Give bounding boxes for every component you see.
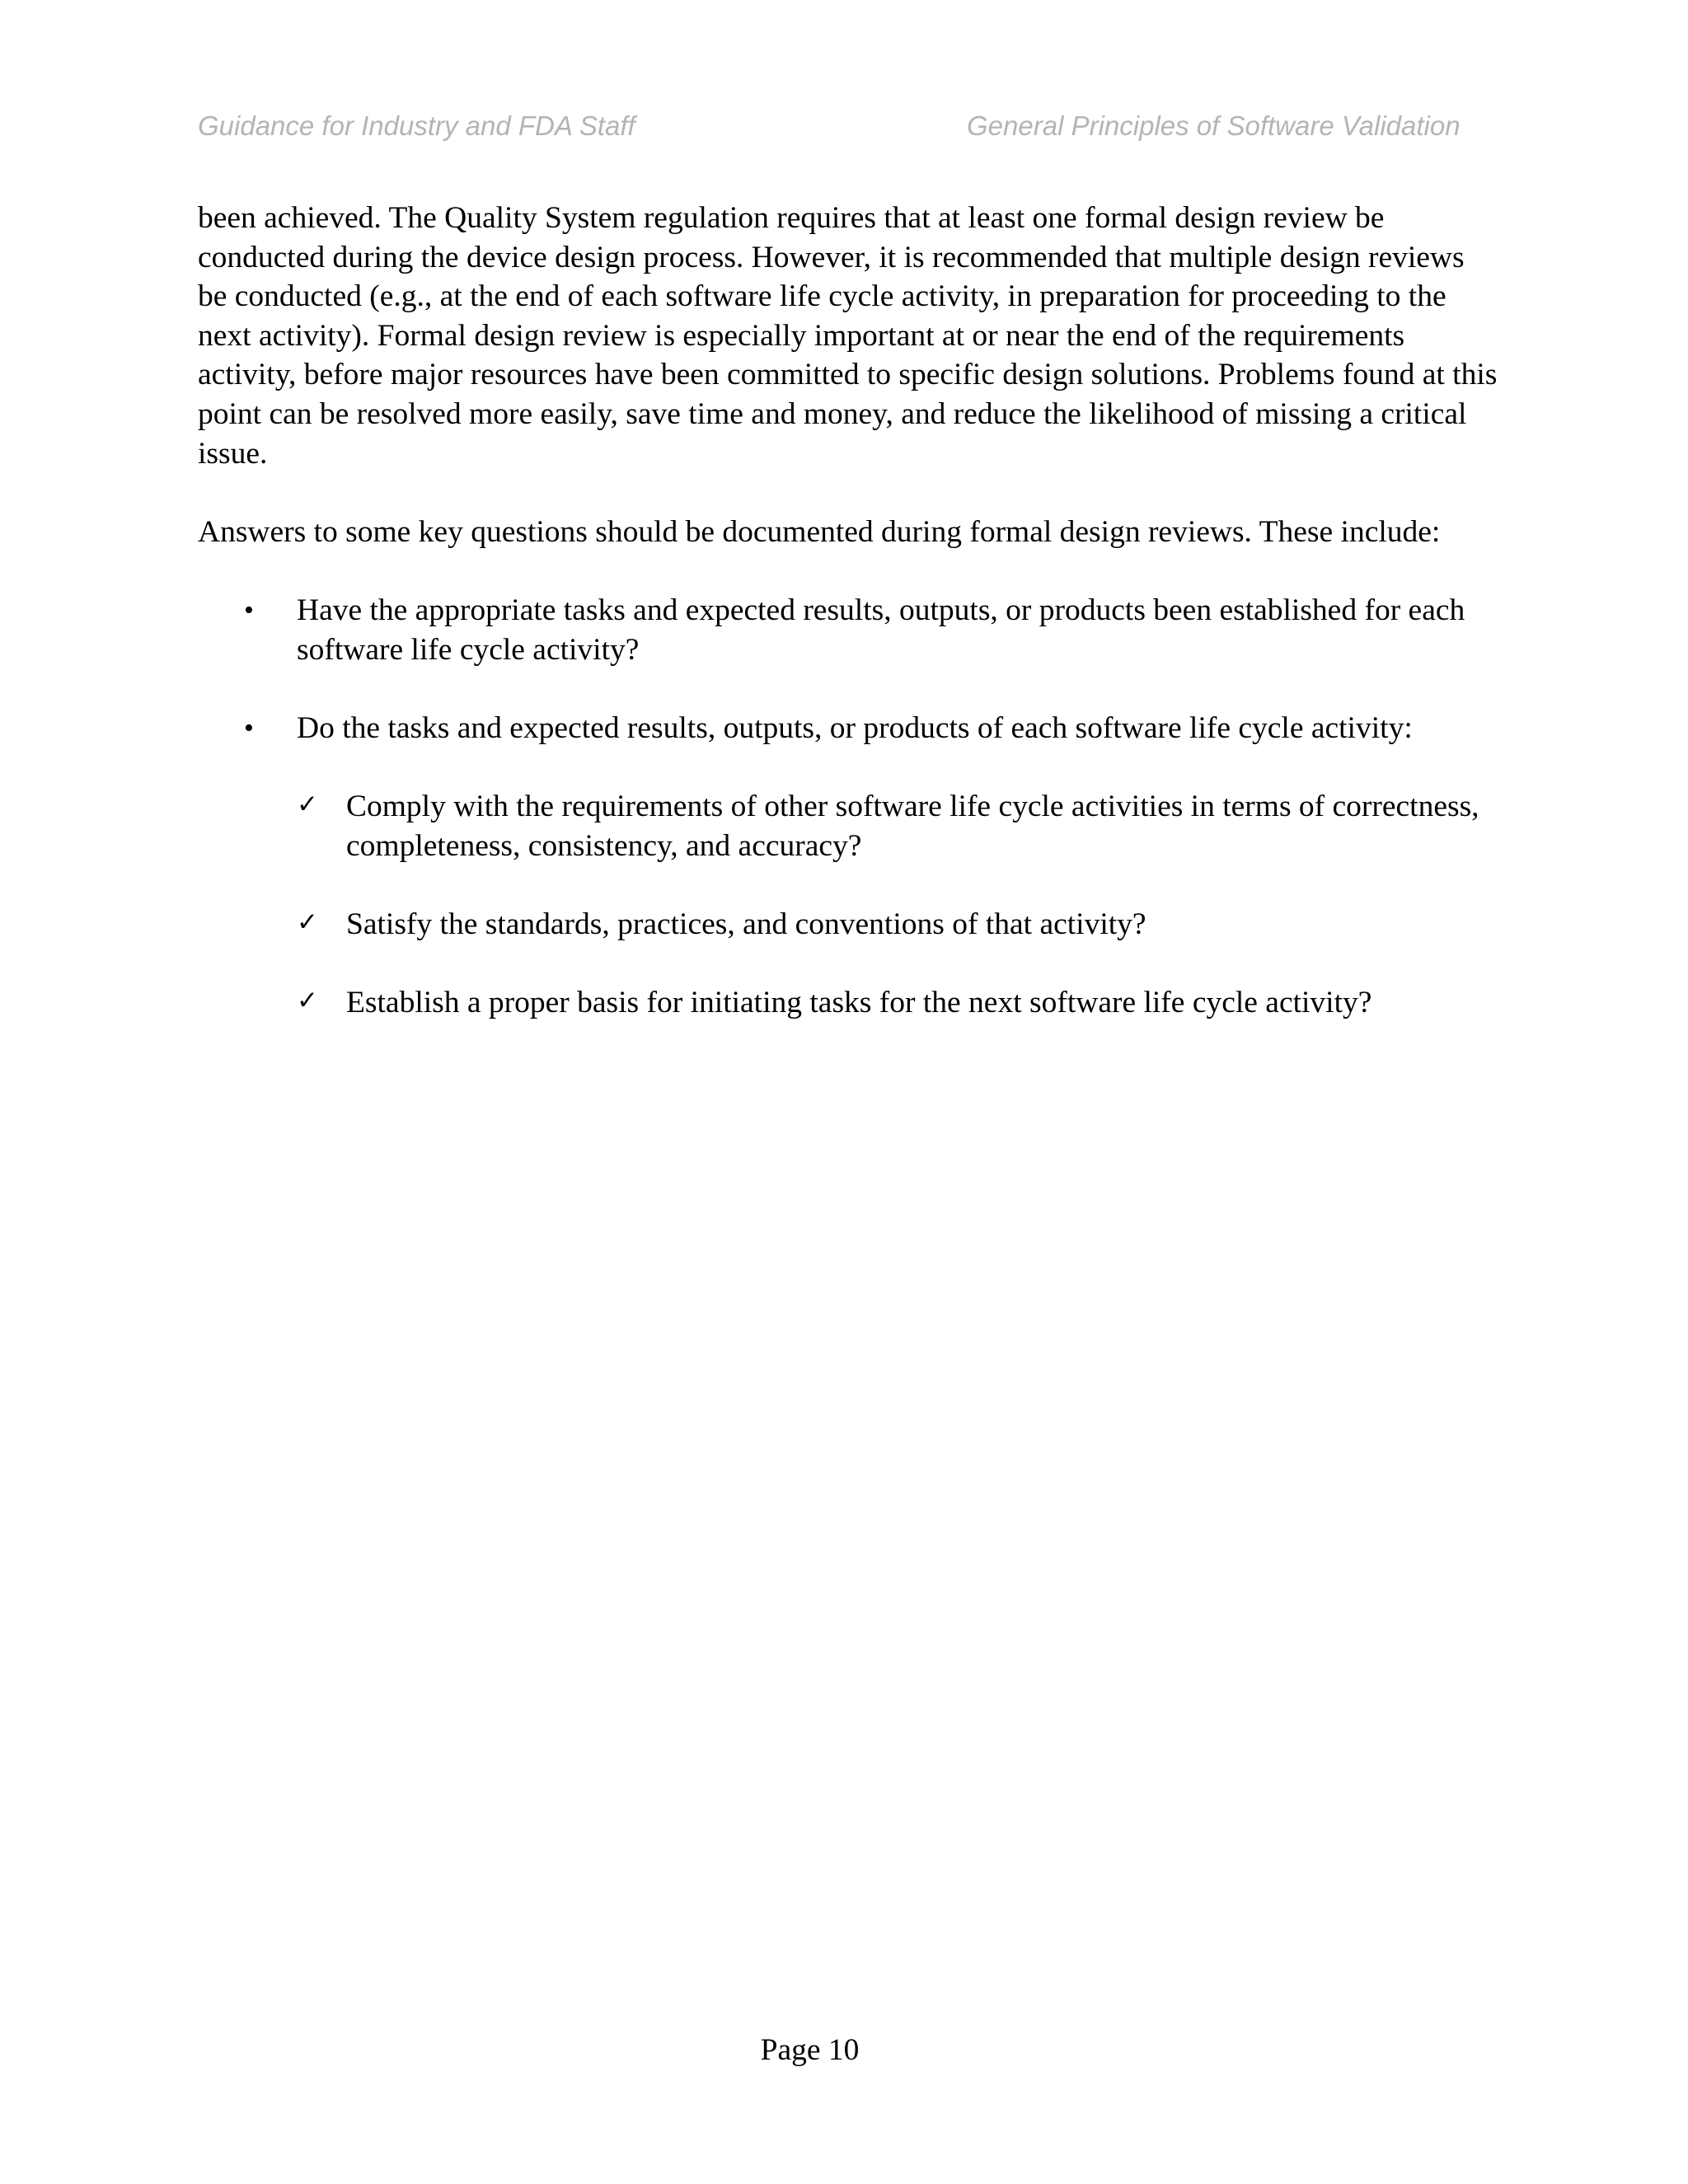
checklist-item — [297, 983, 1500, 1023]
list-item-text: Have the appropriate tasks and expected results, outputs, or products been established for each software life cycle activity? — [297, 593, 1465, 667]
checklist-item-text: Establish a proper basis for initiating tasks for the next software life cycle activity? — [346, 985, 1372, 1019]
document-body — [198, 199, 1500, 1062]
checkmark-icon: ✓ — [297, 907, 318, 937]
list-item — [198, 709, 1500, 1023]
checkmark-icon: ✓ — [297, 985, 318, 1015]
header-right-title: General Principles of Software Validation — [967, 110, 1461, 141]
checklist-item-text: Satisfy the standards, practices, and conventions of that activity? — [346, 907, 1146, 941]
checklist-item — [297, 787, 1500, 865]
checkmark-icon: ✓ — [297, 789, 318, 819]
page-header — [198, 110, 1461, 143]
list-item — [198, 591, 1500, 669]
checklist — [297, 787, 1500, 1023]
list-item-text: Do the tasks and expected results, outputs, or products of each software life cycle activity: — [297, 710, 1413, 745]
checklist-item-text: Comply with the requirements of other software life cycle activities in terms of correctness, completeness, consistency, and accuracy? — [346, 789, 1479, 863]
bullet-icon: • — [244, 594, 254, 626]
bullet-list — [198, 591, 1500, 1023]
checklist-item — [297, 905, 1500, 944]
page-number: Page 10 — [760, 2033, 860, 2067]
bullet-icon: • — [244, 712, 254, 743]
header-left-title: Guidance for Industry and FDA Staff — [198, 110, 635, 141]
paragraph-design-review: been achieved. The Quality System regulation requires that at least one formal design review be conducted during the device design process. However, it is recommended that multiple design reviews be conducted (e.g., at the end of each software life cycle activity, in preparation for proceeding to the next activity). Formal design review is especially important at or near the end of the requirements activity, before major resources have been committed to specific design solutions. Problems found at this point can be resolved more easily, save time and money, and reduce the likelihood of missing a critical issue. — [198, 201, 1498, 471]
paragraph-key-questions: Answers to some key questions should be documented during formal design reviews. These include: — [198, 514, 1441, 549]
